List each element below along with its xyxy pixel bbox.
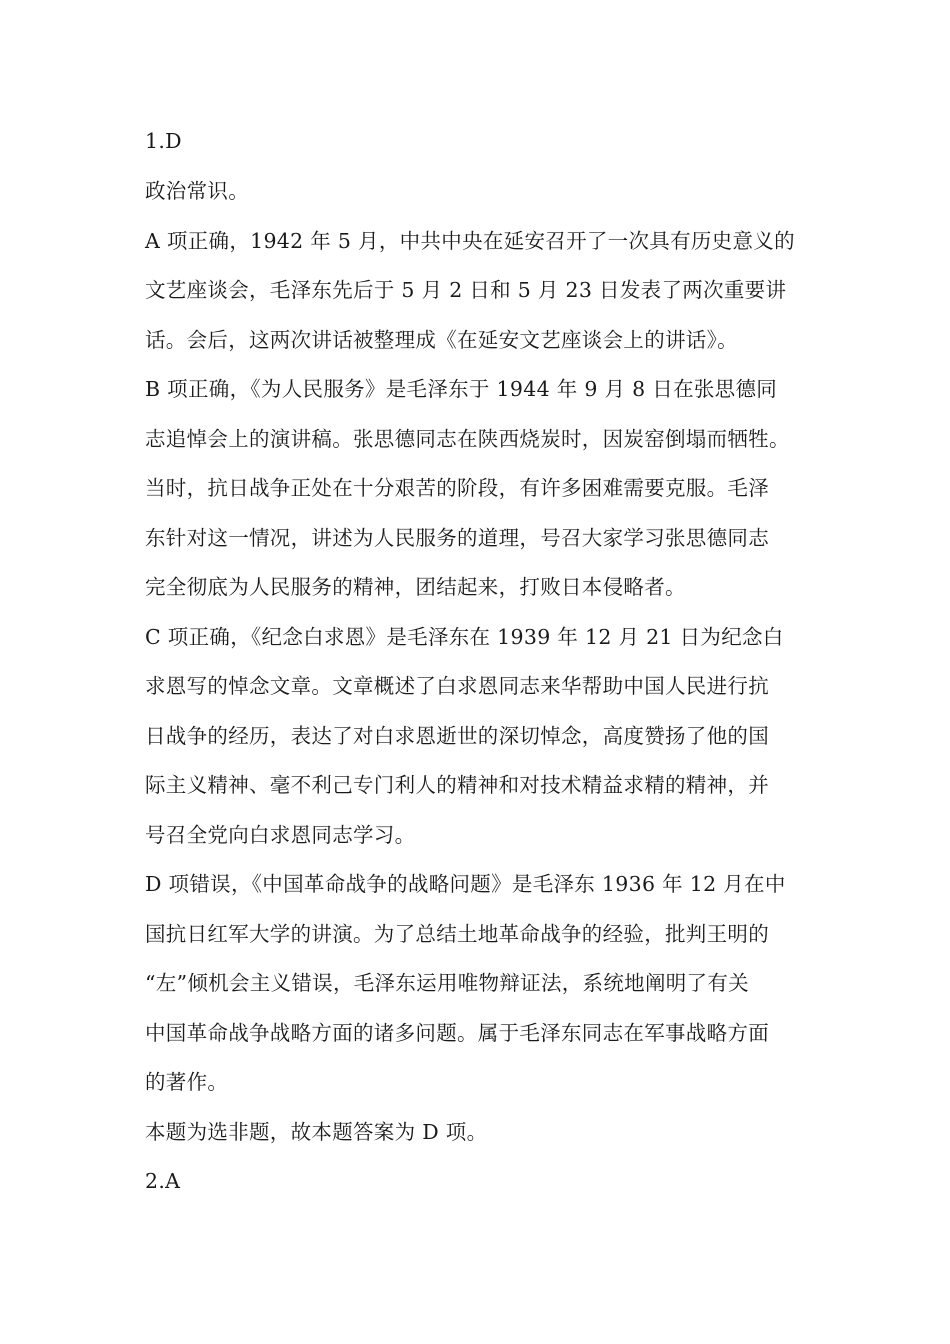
explanation-b-line-1: B 项正确，《为人民服务》是毛泽东于 1944 年 9 月 8 日在张思德同 [145, 377, 778, 401]
explanation-a-line-1: A 项正确，1942 年 5 月，中共中央在延安召开了一次具有历史意义的 [145, 228, 795, 253]
explanation-c-line-1: C 项正确，《纪念白求恩》是毛泽东在 1939 年 12 月 21 日为纪念白 [145, 624, 784, 649]
explanation-b-line-3: 当时，抗日战争正处在十分艰苦的阶段，有许多困难需要克服。毛泽 [145, 476, 769, 500]
explanation-b-line-5: 完全彻底为人民服务的精神，团结起来，打败日本侵略者。 [145, 575, 686, 599]
answer-number-2: 2.A [145, 1169, 181, 1193]
explanation-a-line-3: 话。会后，这两次讲话被整理成《在延安文艺座谈会上的讲话》。 [145, 327, 738, 352]
explanation-c-line-4: 际主义精神、毫不利己专门利人的精神和对技术精益求精的精神，并 [145, 773, 769, 797]
explanation-c-line-5: 号召全党向白求恩同志学习。 [145, 822, 416, 847]
explanation-d-line-3: “左”倾机会主义错误，毛泽东运用唯物辩证法，系统地阐明了有关 [145, 971, 749, 995]
topic-category: 政治常识。 [145, 179, 249, 203]
explanation-d-line-1: D 项错误，《中国革命战争的战略问题》是毛泽东 1936 年 12 月在中 [145, 872, 786, 896]
explanation-c-line-2: 求恩写的悼念文章。文章概述了白求恩同志来华帮助中国人民进行抗 [145, 674, 769, 698]
explanation-d-line-4: 中国革命战争战略方面的诸多问题。属于毛泽东同志在军事战略方面 [145, 1020, 769, 1045]
explanation-d-line-2: 国抗日红军大学的讲演。为了总结土地革命战争的经验，批判王明的 [145, 921, 769, 946]
answer-number-1: 1.D [145, 129, 182, 153]
explanation-b-line-2: 志追悼会上的演讲稿。张思德同志在陕西烧炭时，因炭窑倒塌而牺牲。 [145, 426, 790, 451]
explanation-d-line-5: 的著作。 [145, 1070, 229, 1094]
explanation-a-line-2: 文艺座谈会，毛泽东先后于 5 月 2 日和 5 月 23 日发表了两次重要讲 [145, 278, 787, 302]
answer-conclusion: 本题为选非题，故本题答案为 D 项。 [145, 1119, 488, 1144]
explanation-b-line-4: 东针对这一情况，讲述为人民服务的道理，号召大家学习张思德同志 [145, 525, 769, 550]
answer-document [145, 124, 815, 1214]
explanation-c-line-3: 日战争的经历，表达了对白求恩逝世的深切悼念，高度赞扬了他的国 [145, 723, 769, 748]
